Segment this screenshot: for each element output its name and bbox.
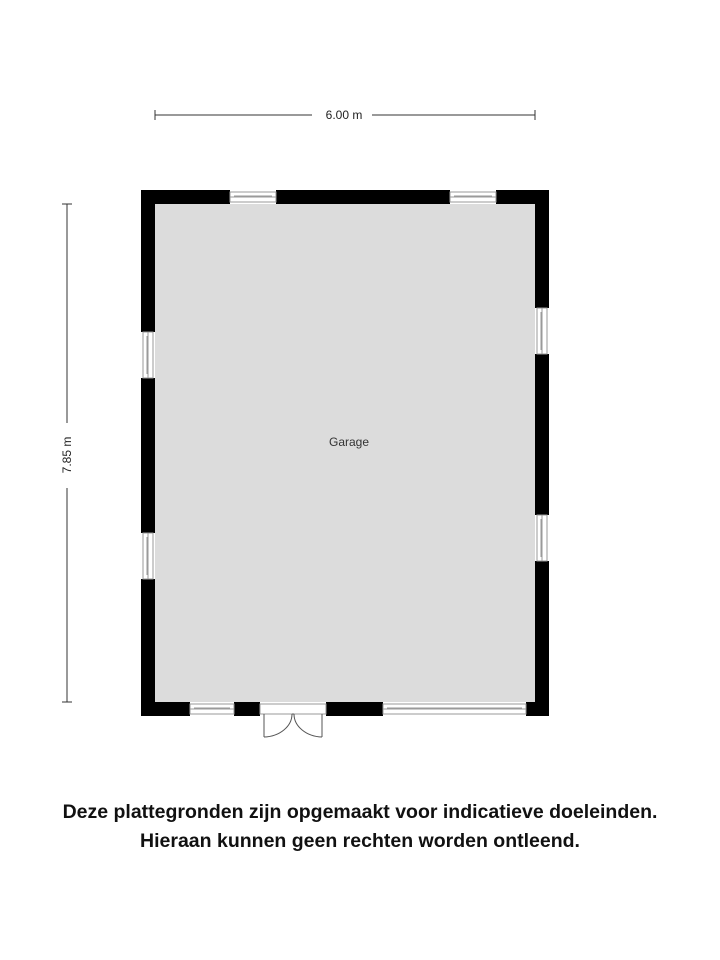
window-icon	[190, 702, 234, 716]
height-dimension	[60, 204, 74, 702]
window-icon	[383, 702, 526, 716]
garage-floor	[155, 204, 535, 702]
room-label-garage: Garage	[328, 435, 370, 449]
window-icon	[535, 515, 549, 561]
height-dimension-label: 7.85 m	[60, 436, 74, 474]
window-icon	[141, 332, 155, 378]
disclaimer-line-2: Hieraan kunnen geen rechten worden ontleend.	[140, 830, 580, 852]
disclaimer-line-1: Deze plattegronden zijn opgemaakt voor indicatieve doeleinden.	[62, 801, 658, 823]
window-icon	[450, 190, 496, 204]
window-icon	[535, 308, 549, 354]
double-door-icon	[260, 702, 326, 737]
width-dimension	[155, 108, 535, 122]
width-dimension-label: 6.00 m	[325, 108, 363, 122]
window-icon	[141, 533, 155, 579]
window-icon	[230, 190, 276, 204]
disclaimer	[0, 798, 720, 856]
